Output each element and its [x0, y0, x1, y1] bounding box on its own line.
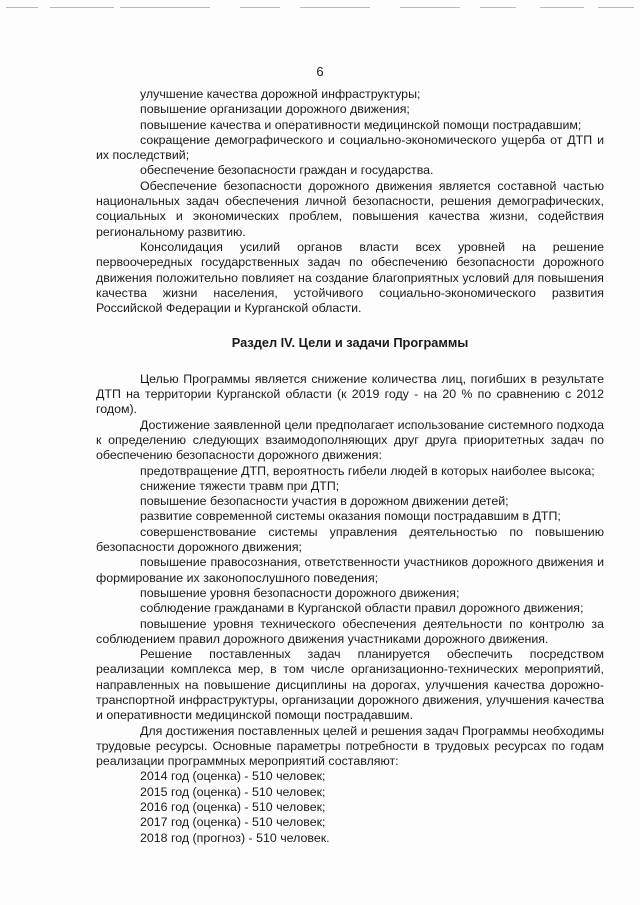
- paragraph-resources: Для достижения поставленных целей и решения задач Программы необходимы трудовые ресурсы. Основные параметры потребности в трудовых ресурсах по годам реализации программных мероприятий составляют:: [96, 723, 604, 769]
- task-item: повышение уровня безопасности дорожного движения;: [140, 585, 460, 600]
- resource-item: 2014 год (оценка) - 510 человек;: [140, 769, 326, 784]
- task-item: снижение тяжести травм при ДТП;: [140, 478, 340, 493]
- paragraph-solution: Решение поставленных задач планируется обеспечить посредством реализации комплекса мер, в том числе организационно-технических мероприятий, направленных на повышение дисциплины на дорогах, улучшения качества дорожно-транспортной инфраструктуры, организации дорожного движения, улучшения качества и оперативности медицинской помощи пострадавшим.: [96, 647, 604, 723]
- resource-item: 2017 год (оценка) - 510 человек;: [140, 815, 326, 830]
- intro-item: повышение организации дорожного движения;: [140, 102, 410, 117]
- task-item: развитие современной системы оказания помощи пострадавшим в ДТП;: [140, 509, 561, 524]
- paragraph-road-safety: Обеспечение безопасности дорожного движения является составной частью национальных задач обеспечения личной безопасности, решения демографических, социальных и экономических проблем, повышения качества жизни, содействия региональному развитию.: [96, 178, 604, 239]
- task-item: соблюдение гражданами в Курганской области правил дорожного движения;: [140, 601, 584, 616]
- paragraph-approach: Достижение заявленной цели предполагает использование системного подхода к определению следующих взаимодополняющих друг друга приоритетных задач по обеспечению безопасности дорожного движения:: [96, 417, 604, 463]
- task-item: повышение правосознания, ответственности участников дорожного движения и формирование их законопослушного поведения;: [96, 555, 604, 585]
- task-item: повышение безопасности участия в дорожном движении детей;: [140, 494, 509, 509]
- resource-item: 2015 год (оценка) - 510 человек;: [140, 784, 326, 799]
- scan-edge-artifact: [0, 0, 640, 14]
- resource-item: 2018 год (прогноз) - 510 человек.: [140, 830, 330, 845]
- intro-item: повышение качества и оперативности медицинской помощи пострадавшим;: [140, 117, 582, 132]
- task-item: повышение уровня технического обеспечения деятельности по контролю за соблюдением правил дорожного движения участниками дорожного движения.: [96, 616, 604, 646]
- paragraph-goal: Целью Программы является снижение количества лиц, погибших в результате ДТП на территории Курганской области (к 2019 году - на 20 % по сравнению с 2012 годом).: [96, 371, 604, 417]
- intro-item: сокращение демографического и социально-экономического ущерба от ДТП и их последствий;: [96, 132, 604, 163]
- resource-item: 2016 год (оценка) - 510 человек;: [140, 800, 326, 815]
- document-body: [96, 87, 604, 846]
- paragraph-consolidation: Консолидация усилий органов власти всех уровней на решение первоочередных государственных задач по обеспечению безопасности дорожного движения положительно повлияет на создание благоприятных условий для повышения качества жизни населения, устойчивого социально-экономического развития Российской Федерации и Курганской области.: [96, 239, 604, 316]
- section-heading: Раздел IV. Цели и задачи Программы: [231, 335, 469, 351]
- intro-item: улучшение качества дорожной инфраструктуры;: [140, 87, 421, 101]
- task-item: предотвращение ДТП, вероятность гибели людей в которых наиболее высока;: [140, 463, 595, 478]
- page-number: 6: [316, 64, 324, 79]
- intro-item: обеспечение безопасности граждан и государства.: [140, 163, 434, 178]
- task-item: совершенствование системы управления деятельностью по повышению безопасности дорожного движения;: [96, 524, 604, 555]
